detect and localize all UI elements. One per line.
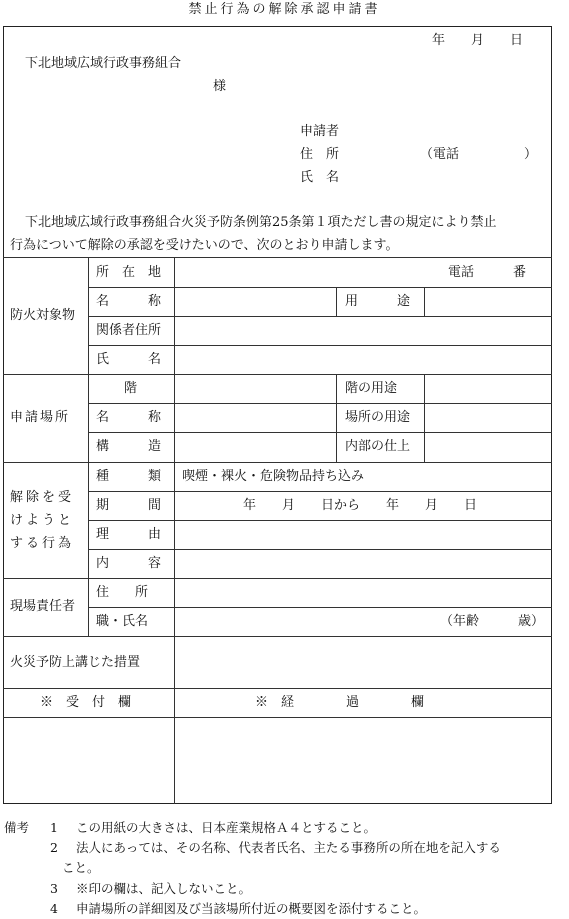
date-line: 年 月 日	[432, 33, 524, 48]
usage-label: 用 途	[345, 294, 411, 309]
grid-line	[88, 491, 552, 492]
phone-label: （電話 ）	[420, 147, 538, 162]
address-label: 住 所	[300, 147, 340, 162]
grid-line	[88, 549, 552, 550]
place-usage-label: 場所の用途	[345, 410, 411, 425]
place-name-label: 名 称	[96, 410, 162, 425]
grid-line	[174, 257, 175, 636]
note-text-continued: こと。	[62, 860, 100, 875]
fire-prevention-measures-label: 火災予防上講じた措置	[10, 655, 141, 670]
addressee-suffix: 様	[213, 79, 227, 94]
grid-line	[3, 374, 552, 375]
grid-line	[424, 374, 425, 462]
grid-line	[3, 717, 552, 718]
grid-line	[3, 578, 552, 579]
lift-action-label-3: する行為	[10, 536, 75, 551]
statement-line-1: 下北地域広域行政事務組合火災予防条例第25条第１項ただし書の規定により禁止	[25, 215, 497, 230]
form-title: 禁止行為の解除承認申請書	[188, 2, 381, 17]
application-place-label: 申請場所	[10, 410, 71, 425]
grid-line	[88, 287, 552, 288]
manager-age-label: （年齢 歳）	[440, 614, 545, 629]
note-text: この用紙の大きさは、日本産業規格Ａ４とすること。	[76, 820, 377, 835]
note-number: 2	[50, 840, 58, 855]
note-text: 法人にあっては、その名称、代表者氏名、主たる事務所の所在地を記入する	[76, 840, 501, 855]
grid-line	[88, 607, 552, 608]
period-value: 年 月 日から 年 月 日	[243, 498, 478, 513]
person-name-label: 氏 名	[96, 352, 162, 367]
applicant-label: 申請者	[300, 124, 340, 139]
grid-line	[336, 287, 337, 316]
fire-target-label: 防火対象物	[10, 308, 76, 323]
addressee-org: 下北地域広域行政事務組合	[25, 56, 182, 71]
note-text: 申請場所の詳細図及び当該場所付近の概要図を添付すること。	[76, 901, 427, 916]
phone-number-label: 電話 番	[448, 265, 527, 280]
type-value: 喫煙・裸火・危険物品持ち込み	[182, 469, 365, 484]
interior-label: 内部の仕上	[345, 439, 411, 454]
grid-line	[88, 403, 552, 404]
grid-line	[3, 257, 552, 258]
grid-line	[424, 287, 425, 316]
manager-address-label: 住 所	[96, 585, 149, 600]
floor-label: 階	[124, 381, 138, 396]
grid-line	[88, 316, 552, 317]
note-number: 4	[50, 901, 58, 916]
grid-line	[336, 374, 337, 462]
reason-label: 理 由	[96, 527, 162, 542]
grid-line	[88, 345, 552, 346]
location-label: 所 在 地	[96, 265, 162, 280]
notes-heading: 備考	[4, 820, 30, 835]
note-number: 3	[50, 881, 58, 896]
floor-usage-label: 階の用途	[345, 381, 398, 396]
name-label: 氏 名	[300, 170, 340, 185]
type-label: 種 類	[96, 469, 162, 484]
structure-label: 構 造	[96, 439, 162, 454]
grid-line	[88, 432, 552, 433]
manager-title-name-label: 職・氏名	[96, 614, 149, 629]
note-number: 1	[50, 820, 58, 835]
progress-column-label: ※ 経 過 欄	[255, 695, 425, 710]
content-label: 内 容	[96, 556, 162, 571]
lift-action-label-2: けようと	[10, 513, 75, 528]
grid-line	[88, 520, 552, 521]
grid-line	[3, 636, 552, 637]
note-text: ※印の欄は、記入しないこと。	[76, 881, 252, 896]
grid-line	[88, 257, 89, 636]
grid-line	[174, 636, 175, 804]
statement-line-2: 行為について解除の承認を受けたいので、次のとおり申請します。	[10, 238, 399, 253]
reception-column-label: ※ 受 付 欄	[40, 695, 132, 710]
stakeholder-address-label: 関係者住所	[96, 323, 162, 338]
lift-action-label-1: 解除を受	[10, 490, 75, 505]
grid-line	[3, 462, 552, 463]
object-name-label: 名 称	[96, 294, 162, 309]
period-label: 期 間	[96, 498, 162, 513]
grid-line	[3, 688, 552, 689]
site-manager-label: 現場責任者	[10, 599, 76, 614]
